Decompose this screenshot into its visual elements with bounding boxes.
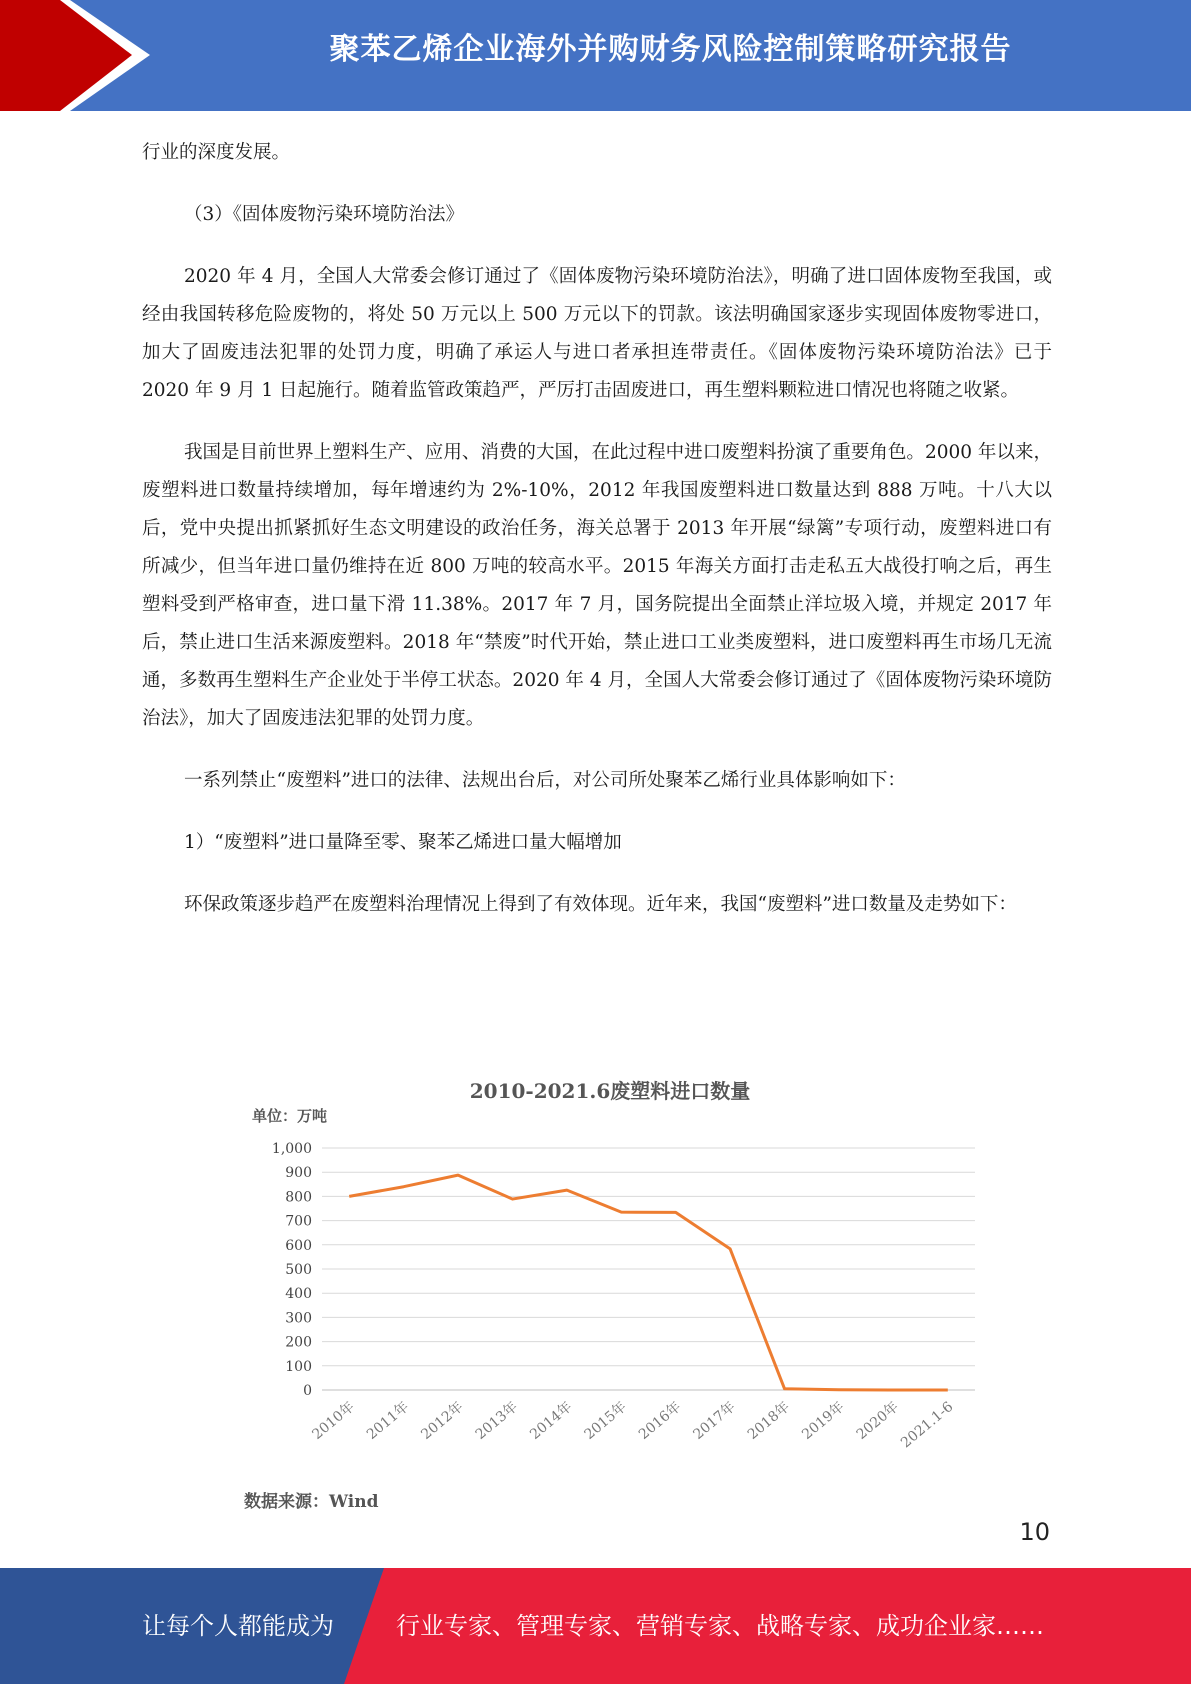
series-line: [349, 1175, 948, 1390]
x-tick-label: 2021.1-6: [898, 1398, 957, 1452]
header-arrow-decoration: [0, 0, 150, 111]
page-header: [0, 0, 1191, 111]
y-tick-label: 800: [285, 1189, 312, 1206]
y-tick-label: 400: [285, 1286, 312, 1303]
chart-unit-label: 单位：万吨: [252, 1107, 328, 1125]
paragraph: 2020 年 4 月，全国人大常委会修订通过了《固体废物污染环境防治法》，明确了进口固体废物至我国，或经由我国转移危险废物的，将处 50 万元以上 500 万元以下的罚款。该法明确国家逐步实现固体废物零进口，加大了固废违法犯罪的处罚力度，明确了承运人与进口者承担连带责任。《固体废物污染环境防治法》已于 2020 年 9 月 1 日起施行。随着监管政策趋严，严厉打击固废进口，再生塑料颗粒进口情况也将随之收紧。: [142, 266, 1052, 401]
x-tick-label: 2020年: [853, 1398, 902, 1443]
footer-slogan-left: 让每个人都能成为: [142, 1612, 334, 1640]
x-tick-label: 2018年: [744, 1398, 794, 1443]
x-tick-label: 2017年: [690, 1398, 739, 1443]
y-tick-label: 700: [285, 1213, 312, 1230]
sub-heading: 1）“废塑料”进口量降至零、聚苯乙烯进口量大幅增加: [184, 832, 622, 853]
page-number: 10: [1019, 1518, 1050, 1546]
y-tick-label: 1,000: [271, 1141, 312, 1157]
line-chart-svg: [230, 1060, 990, 1520]
body-content: [142, 134, 1052, 948]
page-footer: [0, 1568, 1191, 1684]
y-tick-label: 300: [285, 1310, 312, 1327]
chart-title: 2010-2021.6废塑料进口数量: [469, 1079, 751, 1103]
x-tick-label: 2010年: [309, 1398, 358, 1443]
section-heading: （3）《固体废物污染环境防治法》: [184, 204, 465, 225]
y-tick-label: 900: [285, 1165, 312, 1182]
y-tick-label: 500: [285, 1262, 312, 1278]
x-tick-label: 2019年: [799, 1398, 848, 1443]
x-tick-label: 2015年: [581, 1398, 630, 1443]
paragraph: 我国是目前世界上塑料生产、应用、消费的大国，在此过程中进口废塑料扮演了重要角色。2000 年以来，废塑料进口数量持续增加，每年增速约为 2%-10%，2012 年我国废塑料进口数量达到 888 万吨。十八大以后，党中央提出抓紧抓好生态文明建设的政治任务，海关总署于 2013 年开展“绿篱”专项行动，废塑料进口有所减少，但当年进口量仍维持在近 800 万吨的较高水平。2015 年海关方面打击走私五大战役打响之后，再生塑料受到严格审查，进口量下滑 11.38%。2017 年 7 月，国务院提出全面禁止洋垃圾入境，并规定 2017 年后，禁止进口生活来源废塑料。2018 年“禁废”时代开始，禁止进口工业类废塑料，进口废塑料再生市场几无流通，多数再生塑料生产企业处于半停工状态。2020 年 4 月，全国人大常委会修订通过了《固体废物污染环境防治法》，加大了固废违法犯罪的处罚力度。: [142, 442, 1052, 729]
paragraph: 行业的深度发展。: [142, 142, 291, 163]
y-tick-label: 600: [285, 1237, 312, 1254]
paragraph: 一系列禁止“废塑料”进口的法律、法规出台后，对公司所处聚苯乙烯行业具体影响如下：: [184, 770, 906, 791]
x-tick-label: 2013年: [472, 1398, 522, 1443]
y-tick-label: 0: [303, 1383, 312, 1399]
data-source: 数据来源：Wind: [244, 1492, 379, 1512]
x-tick-label: 2016年: [635, 1398, 685, 1443]
y-tick-label: 200: [285, 1334, 312, 1351]
x-tick-label: 2011年: [363, 1398, 413, 1443]
footer-slogan-right: 行业专家、管理专家、营销专家、战略专家、成功企业家……: [396, 1612, 1044, 1640]
paragraph: 环保政策逐步趋严在废塑料治理情况上得到了有效体现。近年来，我国“废塑料”进口数量及走势如下：: [184, 894, 1017, 915]
y-tick-label: 100: [285, 1358, 312, 1375]
x-tick-label: 2014年: [527, 1398, 576, 1443]
document-title: 聚苯乙烯企业海外并购财务风险控制策略研究报告: [329, 32, 1012, 67]
x-tick-label: 2012年: [418, 1398, 467, 1443]
import-volume-chart: [230, 1060, 990, 1520]
